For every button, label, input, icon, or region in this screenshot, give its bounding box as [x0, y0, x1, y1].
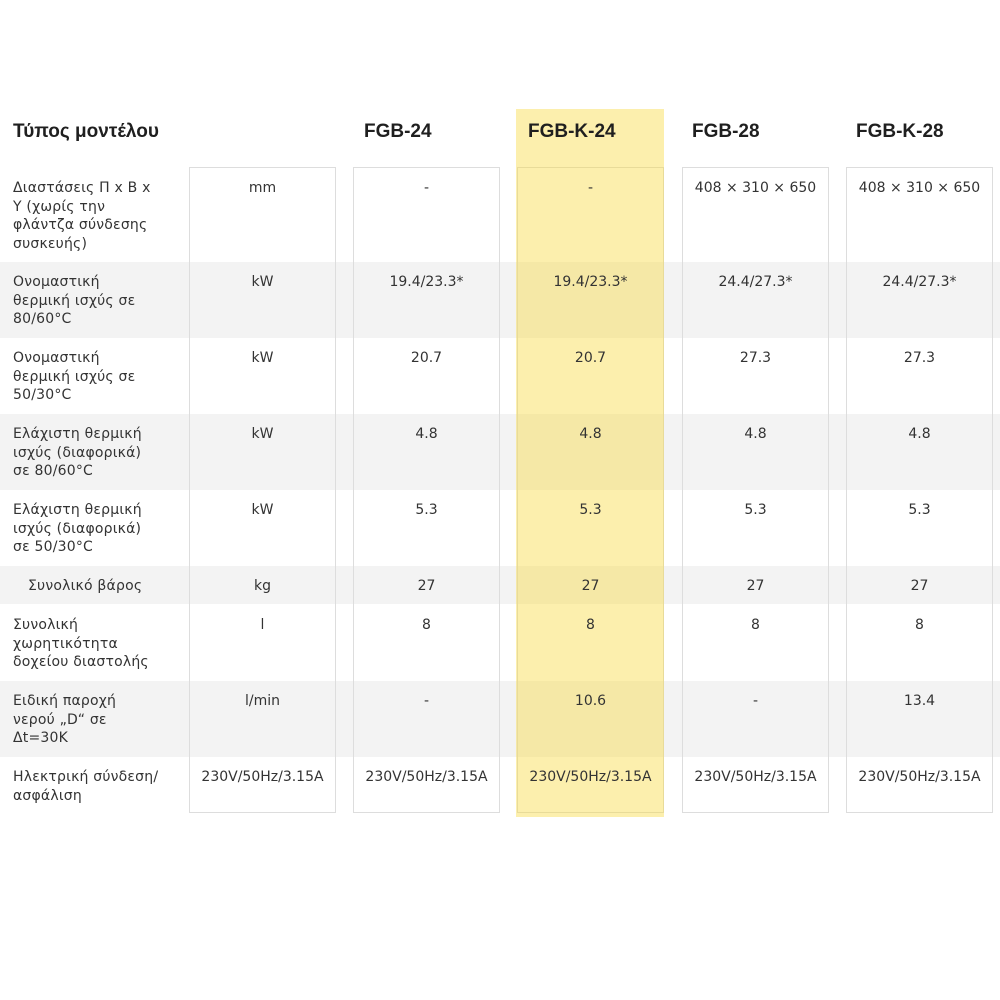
value-cell: 5.3 — [579, 502, 602, 518]
row-label-min-power-50-30: Ελάχιστη θερμική ισχύς (διαφορικά) σε 50/30°C — [13, 502, 142, 555]
value-cell: 230V/50Hz/3.15A — [529, 769, 652, 785]
value-cell: 4.8 — [908, 426, 931, 442]
unit-cell: kg — [254, 578, 271, 594]
row-label-dimensions: Διαστάσεις Π x Β x Υ (χωρίς την φλάντζα σύνδεσης συσκευής) — [13, 180, 151, 252]
value-cell: 27 — [417, 578, 436, 594]
unit-cell: 230V/50Hz/3.15A — [201, 769, 324, 785]
value-cell: 19.4/23.3* — [553, 274, 628, 290]
value-cell: 27 — [581, 578, 600, 594]
value-cell: 13.4 — [903, 693, 936, 709]
header-model-fgb-k-24: FGB-K-24 — [528, 121, 616, 142]
highlighted-column — [516, 109, 664, 817]
value-cell: 8 — [751, 617, 760, 633]
value-cell: 230V/50Hz/3.15A — [694, 769, 817, 785]
value-cell: 5.3 — [908, 502, 931, 518]
row-label-expansion-vessel: Συνολική χωρητικότητα δοχείου διαστολής — [13, 617, 149, 670]
value-cell: - — [587, 180, 594, 196]
value-cell: 24.4/27.3* — [718, 274, 793, 290]
unit-cell: kW — [251, 350, 274, 366]
value-cell: 8 — [586, 617, 595, 633]
value-cell: 408 × 310 × 650 — [858, 180, 981, 196]
value-cell: 8 — [915, 617, 924, 633]
value-cell: - — [423, 693, 430, 709]
value-cell: 5.3 — [744, 502, 767, 518]
value-cell: 4.8 — [744, 426, 767, 442]
unit-cell: mm — [248, 180, 277, 196]
value-cell: 27 — [910, 578, 929, 594]
value-cell: 20.7 — [410, 350, 443, 366]
unit-cell: l/min — [244, 693, 280, 709]
value-cell: 230V/50Hz/3.15A — [365, 769, 488, 785]
value-cell: 8 — [422, 617, 431, 633]
row-label-electrical-connection: Ηλεκτρική σύνδεση/ασφάλιση — [13, 769, 159, 804]
value-cell: 19.4/23.3* — [389, 274, 464, 290]
row-label-total-weight: Συνολικό βάρος — [28, 578, 143, 594]
value-cell: 10.6 — [574, 693, 607, 709]
value-cell: 408 × 310 × 650 — [694, 180, 817, 196]
header-model-fgb-k-28: FGB-K-28 — [856, 121, 944, 142]
row-label-min-power-80-60: Ελάχιστη θερμική ισχύς (διαφορικά) σε 80/60°C — [13, 426, 142, 479]
row-label-specific-water-flow: Ειδική παροχή νερού „D“ σε Δt=30K — [13, 693, 117, 746]
value-cell: 27 — [746, 578, 765, 594]
unit-column — [189, 167, 336, 813]
value-cell: - — [752, 693, 759, 709]
model-column-fgb-28 — [682, 167, 829, 813]
unit-cell: kW — [251, 502, 274, 518]
value-cell: 27.3 — [739, 350, 772, 366]
value-cell: 4.8 — [579, 426, 602, 442]
header-model-type: Τύπος μοντέλου — [13, 121, 159, 142]
row-label-nominal-power-50-30: Ονομαστική θερμική ισχύς σε 50/30°C — [13, 350, 136, 403]
value-cell: 24.4/27.3* — [882, 274, 957, 290]
row-label-nominal-power-80-60: Ονομαστική θερμική ισχύς σε 80/60°C — [13, 274, 136, 327]
model-column-fgb-k-28 — [846, 167, 993, 813]
header-model-fgb-28: FGB-28 — [692, 121, 760, 142]
unit-cell: l — [260, 617, 265, 633]
unit-cell: kW — [251, 274, 274, 290]
model-column-fgb-24 — [353, 167, 500, 813]
value-cell: 27.3 — [903, 350, 936, 366]
unit-cell: kW — [251, 426, 274, 442]
value-cell: 20.7 — [574, 350, 607, 366]
value-cell: 4.8 — [415, 426, 438, 442]
value-cell: - — [423, 180, 430, 196]
value-cell: 5.3 — [415, 502, 438, 518]
value-cell: 230V/50Hz/3.15A — [858, 769, 981, 785]
header-model-fgb-24: FGB-24 — [364, 121, 432, 142]
